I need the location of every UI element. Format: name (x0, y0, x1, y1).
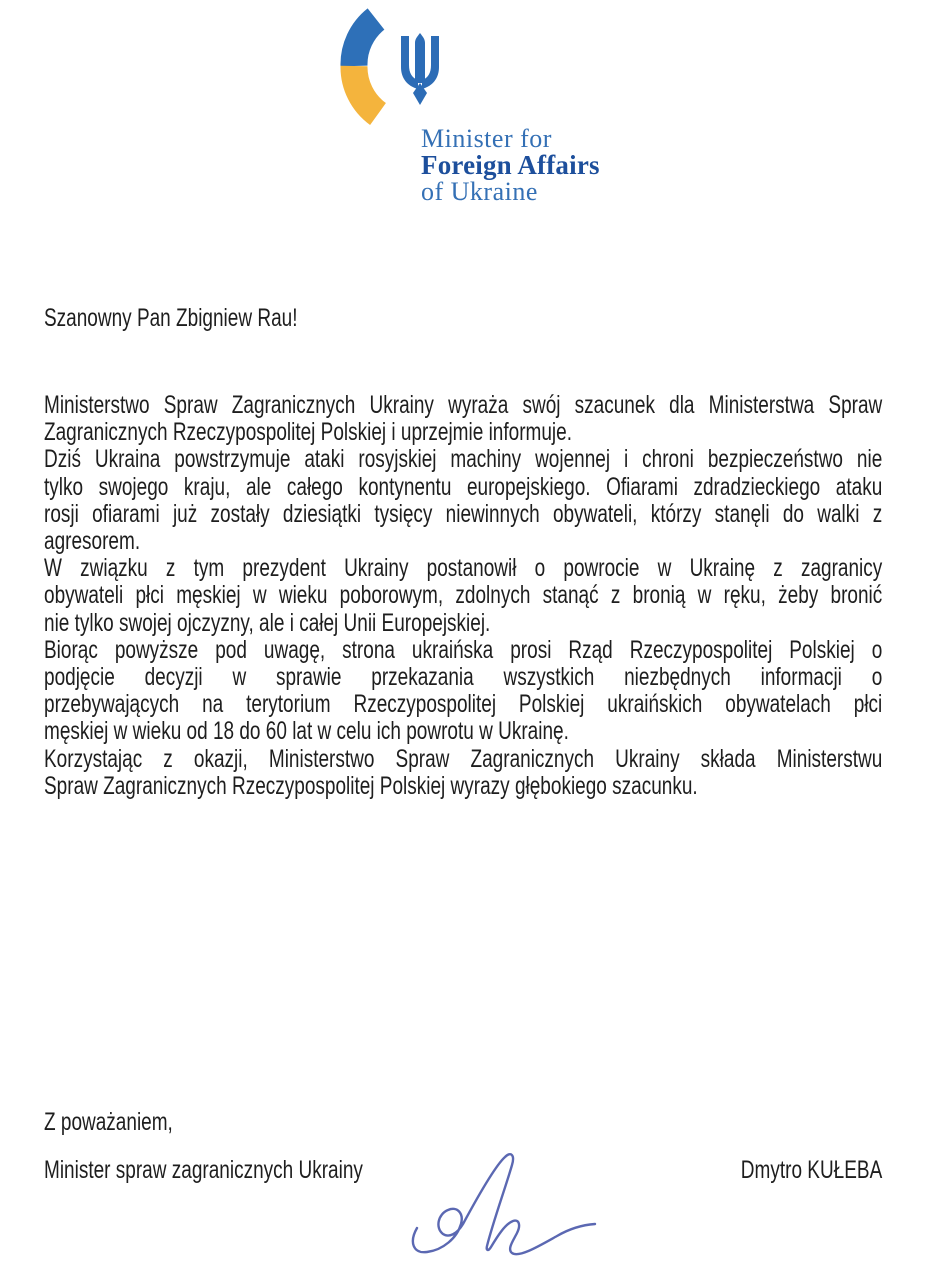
body-line: Korzystając z okazji, Ministerstwo Spraw Zagranicznych Ukrainy składa Ministerstwu (44, 744, 883, 773)
letter-body (44, 392, 882, 800)
body-line: przebywających na terytorium Rzeczypospolitej Polskiej ukraińskich obywatelach płci (44, 690, 883, 719)
body-line: nie tylko swojej ojczyzny, ale i całej Unii Europejskiej. (44, 608, 491, 637)
body-line: męskiej w wieku od 18 do 60 lat w celu ich powrotu w Ukrainę. (44, 717, 569, 746)
valediction: Z poważaniem, (44, 1108, 173, 1136)
body-line: rosji ofiarami już zostały dziesiątki tysięcy niewinnych obywateli, którzy stanęli do walki z (44, 499, 883, 528)
body-line: Biorąc powyższe pod uwagę, strona ukraińska prosi Rząd Rzeczypospolitej Polskiej o (44, 635, 883, 664)
wordmark-line-2: Foreign Affairs (421, 150, 600, 180)
body-line: Zagranicznych Rzeczypospolitej Polskiej i uprzejmie informuje. (44, 418, 572, 447)
body-line: agresorem. (44, 527, 141, 556)
body-line: obywateli płci męskiej w wieku poborowym, zdolnych stanąć z bronią w ręku, żeby bronić (44, 581, 883, 610)
letterhead (0, 0, 925, 230)
trident-tryzub-icon (398, 33, 442, 107)
ukraine-flag-arc-icon (338, 10, 384, 122)
salutation: Szanowny Pan Zbigniew Rau! (44, 304, 298, 332)
body-line: Dziś Ukraina powstrzymuje ataki rosyjskiej machiny wojennej i chroni bezpieczeństwo nie (44, 445, 883, 474)
ministry-wordmark (421, 126, 600, 205)
sender-name: Dmytro KUŁEBA (740, 1156, 883, 1184)
body-line: Ministerstwo Spraw Zagranicznych Ukrainy wyraża swój szacunek dla Ministerstwa Spraw (44, 391, 883, 419)
handwritten-signature (405, 1150, 605, 1265)
sender-title: Minister spraw zagranicznych Ukrainy (44, 1156, 363, 1184)
body-line: tylko swojego kraju, ale całego kontynentu europejskiego. Ofiarami zdradzieckiego ataku (44, 472, 883, 501)
wordmark-line-3: of Ukraine (421, 177, 538, 206)
body-line: podjęcie decyzji w sprawie przekazania wszystkich niezbędnych informacji o (44, 663, 883, 692)
wordmark-line-1: Minister for (421, 124, 552, 153)
body-line: Spraw Zagranicznych Rzeczypospolitej Polskiej wyrazy głębokiego szacunku. (44, 771, 698, 800)
body-line: W związku z tym prezydent Ukrainy postanowił o powrocie w Ukrainę z zagranicy (44, 554, 883, 583)
